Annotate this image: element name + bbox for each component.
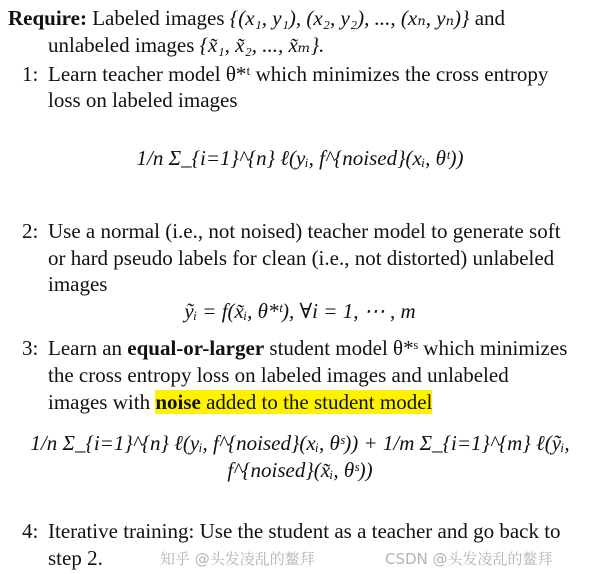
- require-and: and: [474, 6, 506, 30]
- step-number: 1:: [22, 62, 39, 86]
- labeled-set: {(x₁, y₁), (x₂, y₂), ..., (xₙ, yₙ)}: [229, 6, 470, 30]
- require-text: Labeled images: [92, 6, 225, 30]
- step-3-line-3: [48, 390, 432, 414]
- step-2-line-1: Use a normal (i.e., not noised) teacher model to generate soft: [48, 219, 561, 243]
- step-number: 4:: [22, 519, 39, 543]
- step-3-line-2: the cross entropy loss on labeled images and unlabeled: [48, 363, 509, 387]
- text: images with: [48, 390, 151, 414]
- unlabeled-set: {x̃₁, x̃₂, ..., x̃ₘ}.: [199, 33, 325, 57]
- step-1-line-1: Learn teacher model θ*ᵗ which minimizes the cross entropy: [48, 62, 549, 86]
- step-4-line-2: step 2.: [48, 546, 103, 570]
- require-label: Require:: [8, 6, 87, 30]
- equation-3: 1/n Σ_{i=1}^{n} ℓ(yᵢ, f^{noised}(xᵢ, θˢ)) + 1/m Σ_{i=1}^{m} ℓ(ỹᵢ, f^{noised}(x̃ᵢ, θˢ)): [30, 431, 570, 482]
- text: added to the student model: [206, 390, 433, 414]
- highlight: [155, 390, 432, 414]
- step-2-line-3: images: [48, 272, 108, 296]
- equation-2: ỹᵢ = f(x̃ᵢ, θ*ᵗ), ∀i = 1, ⋯ , m: [184, 299, 416, 323]
- bold-text: equal-or-larger: [127, 336, 265, 360]
- step-2-line-2: or hard pseudo labels for clean (i.e., not distorted) unlabeled: [48, 246, 555, 270]
- step-4-line-1: Iterative training: Use the student as a teacher and go back to: [48, 519, 561, 543]
- require-line-2: [48, 33, 324, 57]
- text: student model θ*ˢ which minimizes: [269, 336, 568, 360]
- watermark: 知乎 @头发凌乱的鳌拜: [160, 550, 315, 568]
- equation-1: 1/n Σ_{i=1}^{n} ℓ(yᵢ, f^{noised}(xᵢ, θᵗ)): [136, 146, 464, 170]
- require-text-2: unlabeled images: [48, 33, 195, 57]
- text: Learn an: [48, 336, 123, 360]
- step-3-line-1: [48, 336, 567, 360]
- step-number: 2:: [22, 219, 39, 243]
- step-1-line-2: loss on labeled images: [48, 88, 238, 112]
- bold-text: noise: [155, 390, 201, 414]
- step-number: 3:: [22, 336, 39, 360]
- require-line-1: [8, 6, 505, 30]
- watermark: CSDN @头发凌乱的鳌拜: [385, 550, 553, 568]
